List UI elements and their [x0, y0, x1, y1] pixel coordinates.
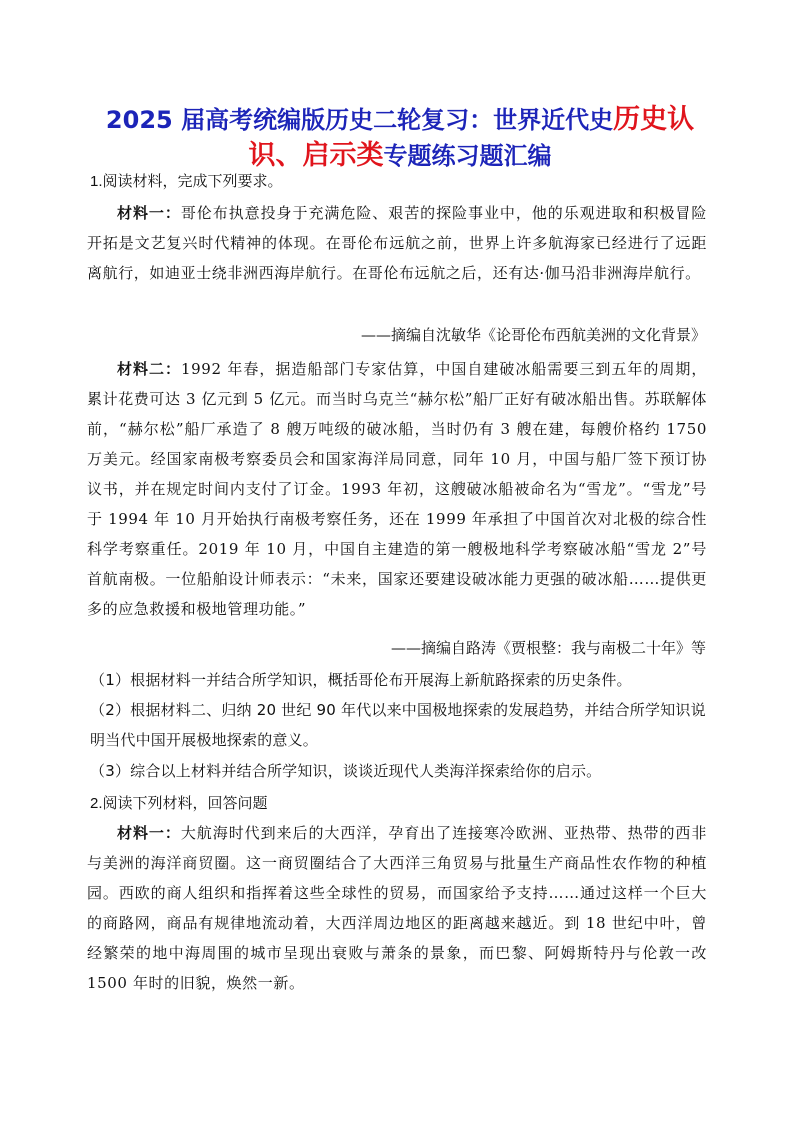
q2-material-1-label: 材料一： — [117, 824, 181, 842]
question-1-heading: 1.阅读材料，完成下列要求。 — [90, 173, 283, 190]
q1-subquestion-2: （2）根据材料二、归纳 20 世纪 90 年代以来中国极地探索的发展趋势，并结合所学知识说明当代中国开展极地探索的意义。 — [90, 701, 706, 749]
q1-material-2-text: 1992 年春，据造船部门专家估算，中国自建破冰船需要三到五年的周期，累计花费可达 3 亿元到 5 亿元。而当时乌克兰“赫尔松”船厂正好有破冰船出售。苏联解体前，“赫尔松”船厂承造了 8 艘万吨级的破冰船，当时仍有 3 艘在建，每艘价格约 1750 万美元。经国家南极考察委员会和国家海洋局同意，同年 10 月，中国与船厂签下预订协议书，并在规定时间内支付了订金。1993 年初，这艘破冰船被命名为“雪龙”。“雪龙”号于 1994 年 10 月开始执行南极考察任务，还在 1999 年承担了中国首次对北极的综合性科学考察重任。2019 年 10 月，中国自主建造的第一艘极地科学考察破冰船“雪龙 2”号首航南极。一位船舶设计师表示：“未来，国家还要建设破冰能力更强的破冰船……提供更多的应急救援和极地管理功能。” — [87, 360, 707, 618]
q2-material-1-text: 大航海时代到来后的大西洋，孕育出了连接寒冷欧洲、亚热带、热带的西非与美洲的海洋商贸圈。这一商贸圈结合了大西洋三角贸易与批量生产商品性农作物的种植园。西欧的商人组织和指挥着这些全球性的贸易，而国家给予支持……通过这样一个巨大的商路网，商品有规律地流动着，大西洋周边地区的距离越来越近。到 18 世纪中叶，曾经繁荣的地中海周围的城市呈现出衰败与萧条的景象，而巴黎、阿姆斯特丹与伦敦一改 1500 年时的旧貌，焕然一新。 — [87, 824, 707, 992]
title-part-1: 2025 届高考统编版历史二轮复习：世界近代史 — [105, 106, 614, 134]
q1-material-2 — [87, 354, 707, 624]
title-part-3: 识、启示类 — [248, 140, 384, 171]
q1-material-2-label: 材料二： — [117, 360, 182, 378]
q1-material-1-source: ——摘编自沈敏华《论哥伦布西航美洲的文化背景》 — [360, 326, 706, 344]
question-2-heading: 2.阅读下列材料，回答问题 — [90, 795, 268, 812]
q1-material-1-label: 材料一： — [117, 204, 181, 222]
page-title — [100, 102, 700, 174]
title-part-2: 历史认 — [613, 104, 695, 135]
q1-subquestion-1: （1）根据材料一并结合所学知识，概括哥伦布开展海上新航路探索的历史条件。 — [90, 671, 632, 689]
q1-material-2-source: ——摘编自路涛《贾根整：我与南极二十年》等 — [390, 639, 706, 657]
q1-material-1 — [87, 198, 707, 288]
q1-subquestion-3: （3）综合以上材料并结合所学知识，谈谈近现代人类海洋探索给你的启示。 — [90, 762, 602, 780]
q2-material-1 — [87, 818, 707, 998]
title-part-4: 专题练习题汇编 — [383, 142, 552, 170]
q1-material-1-text: 哥伦布执意投身于充满危险、艰苦的探险事业中，他的乐观进取和积极冒险开拓是文艺复兴时代精神的体现。在哥伦布远航之前，世界上许多航海家已经进行了远距离航行，如迪亚士绕非洲西海岸航行。在哥伦布远航之后，还有达·伽马沿非洲海岸航行。 — [87, 204, 707, 282]
